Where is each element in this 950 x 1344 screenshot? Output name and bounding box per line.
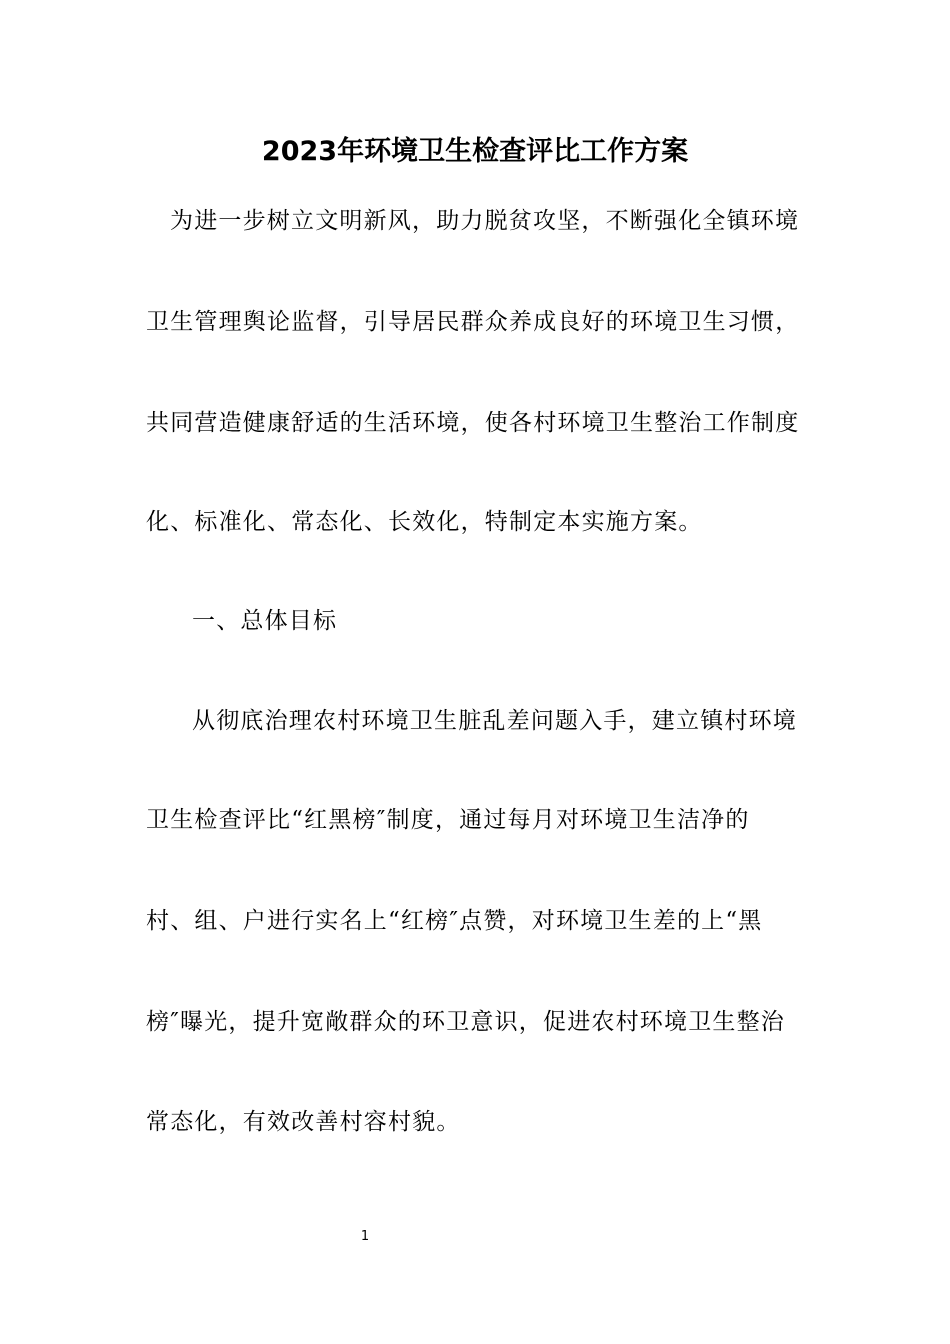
- page-number: 1: [360, 1229, 370, 1244]
- paragraph-2-line-5: 常态化，有效改善村容村貌。: [146, 1109, 461, 1135]
- paragraph-1-line-1: 为进一步树立文明新风，助力脱贫攻坚，不断强化全镇环境: [170, 208, 800, 234]
- document-title: 2023年环境卫生检查评比工作方案: [261, 136, 689, 167]
- section-heading: 一、总体目标: [192, 608, 338, 634]
- paragraph-1-line-2: 卫生管理舆论监督，引导居民群众养成良好的环境卫生习惯，: [146, 309, 800, 335]
- paragraph-1-line-3: 共同营造健康舒适的生活环境，使各村环境卫生整治工作制度: [146, 410, 800, 436]
- paragraph-1-line-4: 化、标准化、常态化、长效化，特制定本实施方案。: [146, 509, 703, 535]
- paragraph-2-line-2: 卫生检查评比“红黑榜″制度，通过每月对环境卫生洁净的: [146, 807, 750, 833]
- paragraph-2-line-3: 村、组、户进行实名上“红榜″点赞，对环境卫生差的上“黑: [146, 908, 763, 934]
- paragraph-2-line-1: 从彻底治理农村环境卫生脏乱差问题入手，建立镇村环境: [192, 708, 797, 734]
- paragraph-2-line-4: 榜″曝光，提升宽敞群众的环卫意识，促进农村环境卫生整治: [146, 1009, 785, 1035]
